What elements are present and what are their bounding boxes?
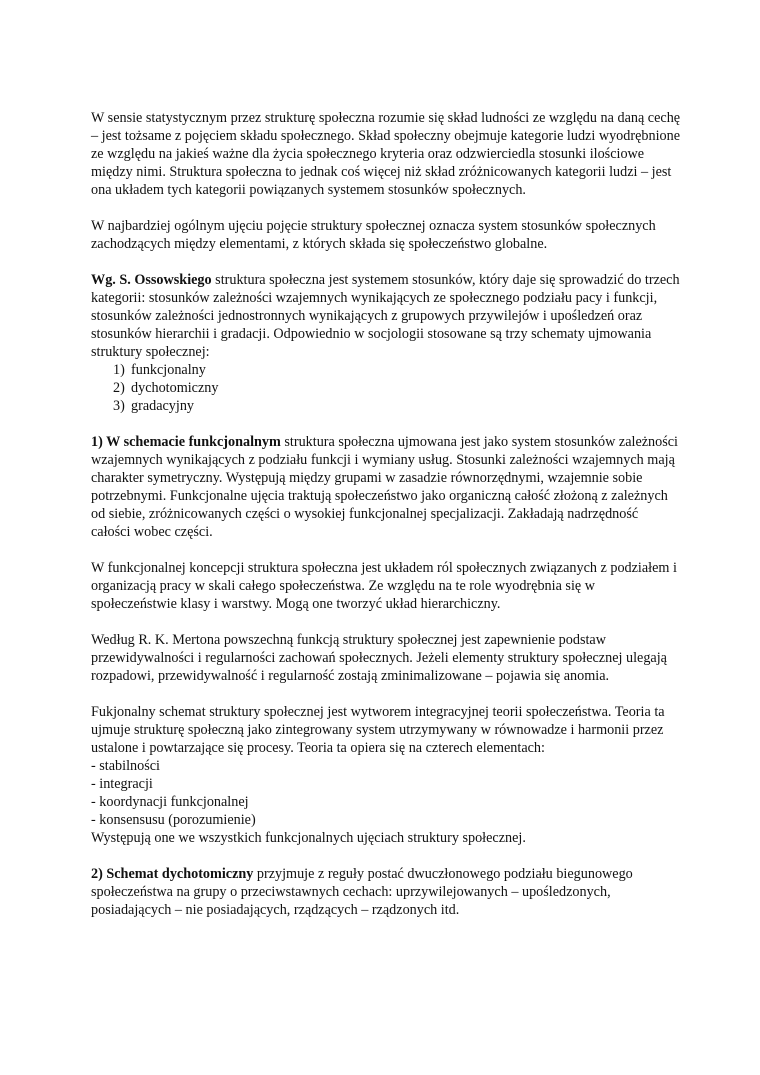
list-item: [91, 361, 681, 379]
list-number: 1): [113, 362, 125, 378]
list-item: - stabilności: [91, 758, 160, 774]
list-item: [91, 397, 681, 415]
functional-heading: 1) W schemacie funkcjonalnym: [91, 434, 281, 450]
list-label: gradacyjny: [131, 398, 195, 414]
list-number: 3): [113, 398, 125, 414]
list-number: 2): [113, 380, 125, 396]
paragraph-merton: Według R. K. Mertona powszechną funkcją struktury społecznej jest zapewnienie podstaw przewidywalności i regularności zachowań społecznych. Jeżeli elementy struktury społecznej ulegają rozpadowi, przewidywalność i regularność zostają zminimalizowane – pojawia się anomia.: [91, 632, 667, 684]
schemes-list: [91, 361, 681, 415]
list-label: funkcjonalny: [131, 362, 206, 378]
paragraph-general-definition: W najbardziej ogólnym ujęciu pojęcie struktury społecznej oznacza system stosunków społecznych zachodzących między elementami, z których składa się społeczeństwo globalne.: [91, 218, 656, 252]
paragraph-dichotomous-scheme: [91, 865, 681, 919]
document-page: [91, 109, 681, 937]
dichotomous-text: przyjmuje z reguły postać dwuczłonowego podziału biegunowego społeczeństwa na grupy o przeciwstawnych cechach: uprzywilejowanych – upośledzonych, posiadających – nie posiadających, rządzących – rządzonych itd.: [91, 866, 633, 918]
list-item: [91, 379, 681, 397]
ossowski-heading: Wg. S. Ossowskiego: [91, 272, 212, 288]
list-label: dychotomiczny: [131, 380, 219, 396]
list-item: - konsensusu (porozumienie): [91, 812, 256, 828]
ossowski-text: struktura społeczna jest systemem stosunków, który daje się sprowadzić do trzech kategorii: stosunków zależności wzajemnych wynikających ze społecznego podziału pacy i funkcji, stosunków zależności jednostronnych wynikających z grupowych przywilejów i upośledzeń oraz stosunków hierarchii i gradacji. Odpowiednio w socjologii stosowane są trzy schematy ujmowania struktury społecznej:: [91, 272, 680, 360]
list-item: - integracji: [91, 776, 153, 792]
paragraph-elements-conclusion: Występują one we wszystkich funkcjonalnych ujęciach struktury społecznej.: [91, 830, 526, 846]
paragraph-statistical-sense: W sensie statystycznym przez strukturę społeczna rozumie się skład ludności ze względu na daną cechę – jest tożsame z pojęciem składu społecznego. Skład społeczny obejmuje kategorie ludzi wyodrębnione ze względu na jakieś ważne dla życia społecznego kryteria oraz odzwierciedla stosunki ilościowe między nimi. Struktura społeczna to jednak coś więcej niż skład zróżnicowanych kategorii ludzi – jest ona układem tych kategorii powiązanych systemem stosunków społecznych.: [91, 110, 681, 198]
list-item: - koordynacji funkcjonalnej: [91, 794, 249, 810]
paragraph-functional-scheme: [91, 433, 681, 541]
dichotomous-heading: 2) Schemat dychotomiczny: [91, 866, 254, 882]
elements-list: [91, 757, 681, 829]
paragraph-ossowski: [91, 271, 681, 361]
paragraph-functional-concept: W funkcjonalnej koncepcji struktura społeczna jest układem ról społecznych związanych z podziałem i organizacją pracy w skali całego społeczeństwa. Ze względu na te role wyodrębnia się w społeczeństwie klasy i warstwy. Mogą one tworzyć układ hierarchiczny.: [91, 560, 677, 612]
functional-text: struktura społeczna ujmowana jest jako system stosunków zależności wzajemnych wynikających z podziału funkcji i wymiany usług. Stosunki zależności wzajemnych mają charakter symetryczny. Występują między grupami w zasadzie równorzędnymi, wzajemnie sobie potrzebnymi. Funkcjonalne ujęcia traktują społeczeństwo jako organiczną całość złożoną z zależnych od siebie, zróżnicowanych części o wysokiej funkcjonalnej specjalizacji. Zakładają nadrzędność całości wobec części.: [91, 434, 678, 540]
paragraph-integration-theory: Fukjonalny schemat struktury społecznej jest wytworem integracyjnej teorii społeczeństwa. Teoria ta ujmuje strukturę społeczną jako zintegrowany system utrzymywany w równowadze i harmonii przez ustalone i powtarzające się procesy. Teoria ta opiera się na czterech elementach:: [91, 704, 665, 756]
